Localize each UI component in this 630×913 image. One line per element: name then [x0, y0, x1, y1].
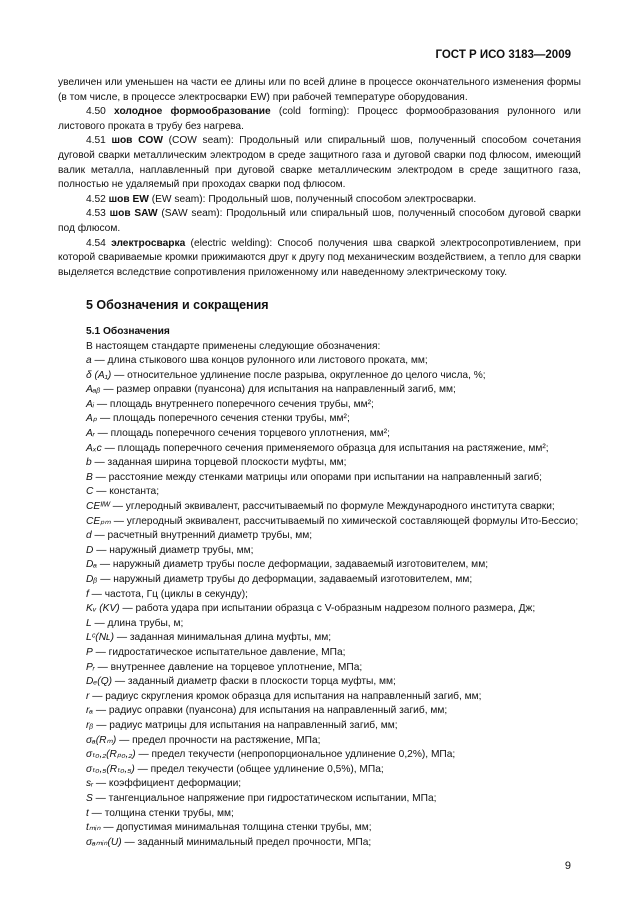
definition-text: — расстояние между стенками матрицы или опорами при испытании на направленный загиб; — [92, 471, 543, 483]
term-4-53: 4.53 шов SAW (SAW seam): Продольный или спиральный шов, полученный способом дуговой сварки под флюсом. — [58, 208, 581, 234]
definition-text: — площадь поперечного сечения применяемого образца для испытания на растяжение, мм²; — [101, 442, 549, 454]
definition-text: — наружный диаметр трубы, мм; — [93, 544, 254, 556]
definition-item — [86, 471, 581, 486]
definition-item — [86, 646, 581, 661]
definition-item — [86, 383, 581, 398]
definition-text: — частота, Гц (циклы в секунду); — [88, 588, 248, 600]
definition-item — [86, 690, 581, 705]
definition-symbol: f — [86, 588, 89, 600]
definition-symbol: rₐ — [86, 705, 94, 717]
definition-item — [86, 456, 581, 471]
definition-item — [86, 500, 581, 515]
definition-item — [86, 836, 581, 851]
page-body — [58, 76, 581, 850]
definition-item — [86, 442, 581, 457]
definition-text: — коэффициент деформации; — [93, 778, 242, 790]
definition-item — [86, 719, 581, 734]
definition-text: — длина трубы, м; — [91, 617, 184, 629]
definition-text: — размер оправки (пуансона) для испытания на направленный загиб, мм; — [100, 384, 456, 396]
definition-item — [86, 544, 581, 559]
definition-item — [86, 398, 581, 413]
definition-item — [86, 675, 581, 690]
definition-text: — относительное удлинение после разрыва, округленное до целого числа, %; — [111, 369, 486, 381]
definition-item — [86, 704, 581, 719]
definition-text: — углеродный эквивалент, рассчитываемый по формуле Международного института сварки; — [109, 501, 555, 513]
definition-item — [86, 412, 581, 427]
definition-item — [86, 558, 581, 573]
definition-symbol: C — [86, 486, 94, 498]
definition-symbol: B — [86, 471, 93, 483]
definition-text: — расчетный внутренний диаметр трубы, мм; — [91, 530, 313, 542]
definition-text: — заданный диаметр фаски в плоскости торца муфты, мм; — [112, 676, 396, 688]
definition-symbol: Lᶜ(Nʟ) — [86, 632, 115, 644]
definition-text: — константа; — [93, 486, 160, 498]
definition-text: — работа удара при испытании образца с V-образным надрезом полного размера, Дж; — [119, 603, 536, 615]
definition-symbol: Aₓc — [86, 442, 102, 454]
definition-item — [86, 777, 581, 792]
definition-item — [86, 529, 581, 544]
definition-symbol: r — [86, 690, 90, 702]
definition-symbol: tₘᵢₙ — [86, 822, 101, 834]
definition-item — [86, 369, 581, 384]
definition-item — [86, 763, 581, 778]
definition-item — [86, 748, 581, 763]
definition-text: — тангенциальное напряжение при гидростатическом испытании, МПа; — [92, 792, 437, 804]
intro-text: В настоящем стандарте применены следующие обозначения: — [86, 340, 381, 352]
definition-symbol: P — [86, 646, 93, 658]
term-4-51: 4.51 шов COW (COW seam): Продольный или спиральный шов, полученный способом сочетания дуговой сварки металлическим электродом в среде защитного газа и дуговой сварки под флюсом, имеющий валик металла, наплавленный при дуговой сварке металлическим электродом в среде защитного газа, полностью не удаляемый при проходах сварки под флюсом. — [58, 135, 581, 191]
definition-item — [86, 602, 581, 617]
definition-item — [86, 807, 581, 822]
page-number: 9 — [564, 860, 571, 872]
definition-text: — наружный диаметр трубы до деформации, задаваемый изготовителем, мм; — [97, 574, 473, 585]
definition-text: — заданная ширина торцевой плоскости муфты, мм; — [91, 457, 347, 469]
definition-text: — площадь внутреннего поперечного сечения трубы, мм²; — [94, 398, 374, 410]
definition-text: — площадь поперечного сечения торцевого уплотнения, мм²; — [94, 428, 390, 440]
definition-symbol: Dₑ(Q) — [86, 676, 113, 688]
subsection-title: 5.1 Обозначения — [86, 325, 170, 337]
definition-item — [86, 617, 581, 632]
term-4-50: 4.50 холодное формообразование (cold forming): Процесс формообразования рулонного или листового проката в трубу без нагрева. — [58, 106, 581, 132]
definition-symbol: sᵣ — [86, 778, 94, 790]
definition-item — [86, 427, 581, 442]
definition-text: — толщина стенки трубы, мм; — [88, 807, 234, 819]
definition-item — [86, 485, 581, 500]
definition-text: — радиус матрицы для испытания на направленный загиб, мм; — [93, 719, 398, 731]
definition-item — [86, 792, 581, 807]
definition-symbol: Dᵦ — [86, 574, 98, 585]
definition-symbol: t — [86, 807, 89, 819]
definition-item — [86, 588, 581, 603]
definition-text: — предел текучести (общее удлинение 0,5%), МПа; — [134, 763, 384, 775]
definition-text: — заданный минимальный предел прочности, МПа; — [121, 836, 372, 848]
definition-symbol: d — [86, 530, 92, 542]
definition-text: — наружный диаметр трубы после деформации, задаваемый изготовителем, мм; — [97, 559, 489, 571]
definition-symbol: Aₚ — [86, 413, 98, 425]
definition-symbol: σₜ₀,₂(Rₚ₀,₂) — [86, 749, 136, 761]
definition-symbol: L — [86, 617, 92, 629]
definition-symbol: S — [86, 792, 93, 804]
definition-item — [86, 631, 581, 646]
section-title: 5 Обозначения и сокращения — [86, 298, 269, 313]
definition-symbol: Kᵥ (KV) — [86, 603, 120, 615]
term-4-54: 4.54 электросварка (electric welding): Способ получения шва сваркой электросопротивлением, при которой свариваемые кромки прижимаются друг к другу под механическим воздействием, а тепло для сварки выделяется вследствие сопротивления приложенному или наведенному электрическому току. — [58, 237, 581, 278]
definition-item — [86, 573, 581, 588]
definition-text: — внутреннее давление на торцевое уплотнение, МПа; — [94, 661, 363, 673]
definition-symbol: rᵦ — [86, 719, 94, 731]
definition-symbol: σₐ(Rₘ) — [86, 734, 117, 746]
definition-item — [86, 734, 581, 749]
definition-symbol: σₐₘᵢₙ(U) — [86, 836, 122, 848]
definition-symbol: CEₚₘ — [86, 515, 111, 527]
definition-text: — предел прочности на растяжение, МПа; — [116, 734, 321, 746]
continuation-paragraph: увеличен или уменьшен на части ее длины или по всей длине в процессе окончательного изменения формы (в том числе, в процессе электросварки EW) при рабочей температуре оборудования. — [58, 77, 581, 103]
definition-text: — заданная минимальная длина муфты, мм; — [114, 632, 332, 644]
definition-symbol: δ (A₁) — [86, 369, 112, 381]
definition-text: — углеродный эквивалент, рассчитываемый по химической составляющей формулы Ито-Бессио; — [110, 515, 579, 527]
definition-text: — допустимая минимальная толщина стенки трубы, мм; — [100, 822, 372, 834]
definition-symbol: b — [86, 457, 92, 469]
definition-symbol: Dₐ — [86, 559, 98, 571]
term-4-52: 4.52 шов EW (EW seam): Продольный шов, полученный способом электросварки. — [86, 193, 477, 205]
definition-text: — площадь поперечного сечения стенки трубы, мм²; — [97, 413, 350, 425]
definition-text: — радиус оправки (пуансона) для испытания на направленный загиб, мм; — [93, 705, 448, 717]
definition-symbol: D — [86, 544, 94, 556]
definition-symbol: Aᵢ — [86, 398, 95, 410]
definition-item — [86, 661, 581, 676]
document-header: ГОСТ Р ИСО 3183—2009 — [435, 49, 571, 61]
definition-symbol: Pᵣ — [86, 661, 95, 673]
definition-symbol: a — [86, 355, 92, 367]
definition-symbol: CEᴵᴵᵂ — [86, 501, 110, 513]
definition-text: — гидростатическое испытательное давление, МПа; — [92, 646, 346, 658]
definition-text: — предел текучести (непропорциональное удлинение 0,2%), МПа; — [135, 749, 456, 761]
definition-symbol: Aₐᵦ — [86, 384, 101, 396]
definition-item — [86, 354, 581, 369]
definition-symbol: σₜ₀,₅(Rₜ₀,₅) — [86, 763, 135, 775]
definition-symbol: Aᵣ — [86, 428, 95, 440]
definition-item — [86, 821, 581, 836]
definition-item — [86, 515, 581, 530]
definition-text: — длина стыкового шва концов рулонного или листового проката, мм; — [91, 355, 428, 367]
definitions-list — [58, 354, 581, 850]
definition-text: — радиус скругления кромок образца для испытания на направленный загиб, мм; — [89, 690, 482, 702]
